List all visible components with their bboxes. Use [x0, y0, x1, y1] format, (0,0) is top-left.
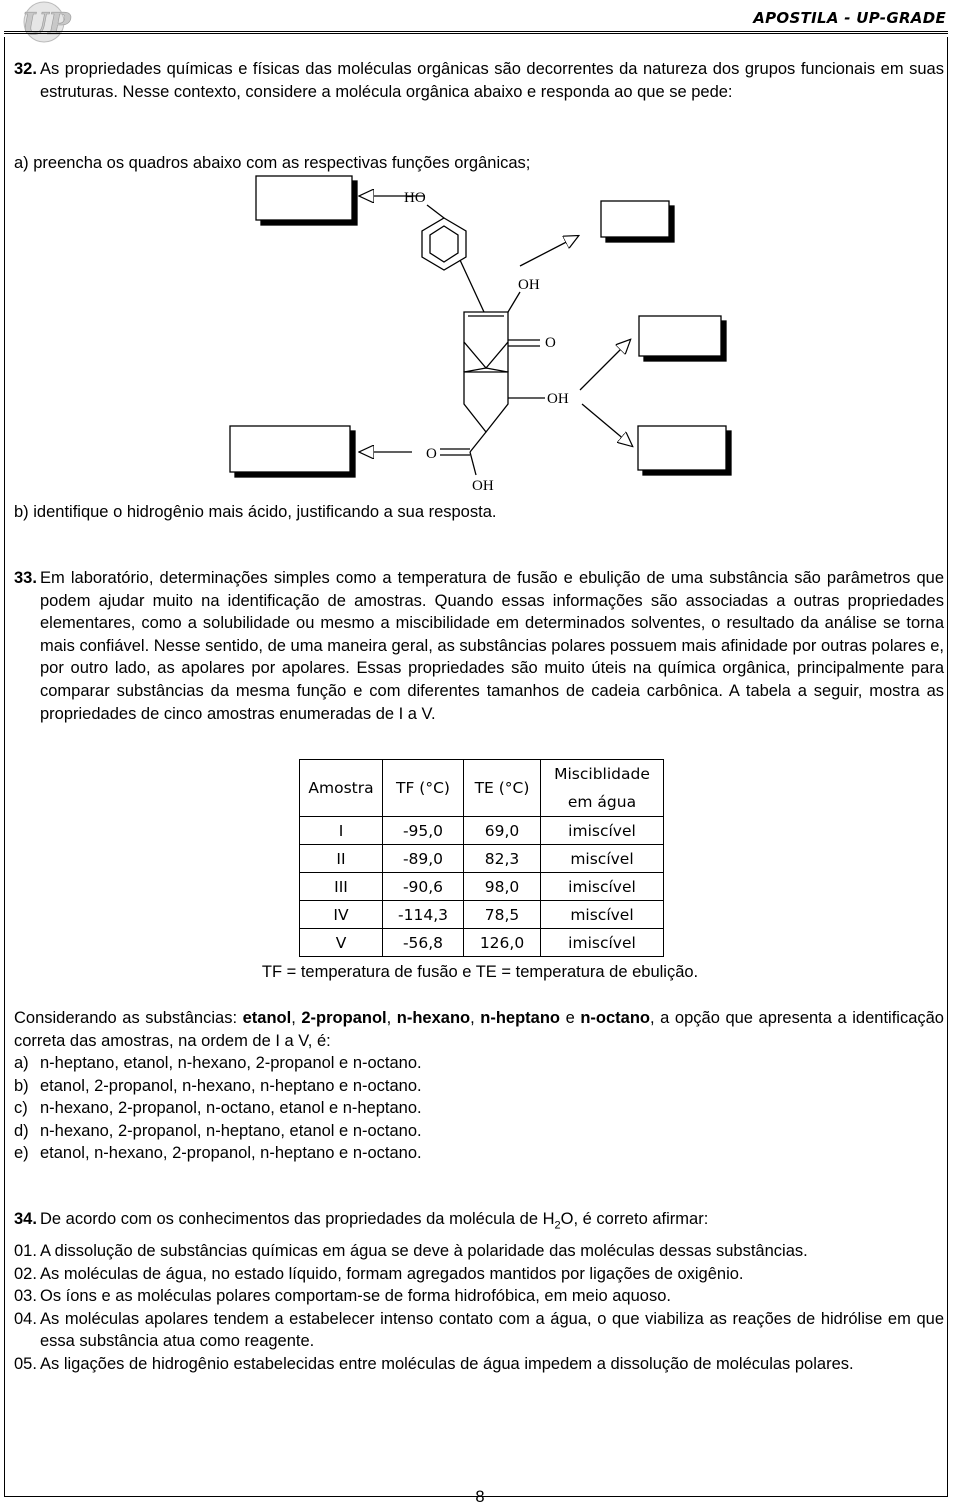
table-cell: 69,0: [464, 817, 541, 845]
label-o-1: O: [545, 335, 556, 351]
table-cell: II: [300, 845, 383, 873]
question-32-part-b: b) identifique o hidrogênio mais ácido, justificando a sua resposta.: [14, 503, 497, 521]
table-row: [300, 817, 664, 845]
question-number: 33.: [14, 569, 37, 587]
substance: n-hexano: [396, 1009, 471, 1027]
question-text-part: O, é correto afirmar:: [560, 1210, 709, 1228]
label-oh-3: OH: [472, 478, 494, 494]
statement-label: 01.: [14, 1242, 37, 1260]
substance: etanol: [242, 1009, 292, 1027]
table-cell: -114,3: [383, 901, 464, 929]
substance: 2-propanol: [301, 1009, 387, 1027]
option[interactable]: [14, 1142, 944, 1165]
label-oh-2: OH: [547, 391, 569, 407]
option-label: c): [14, 1099, 28, 1118]
option-text: n-heptano, etanol, n-hexano, 2-propanol e n-octano.: [40, 1054, 422, 1072]
option[interactable]: [14, 1052, 944, 1075]
answer-box-2[interactable]: [601, 201, 674, 242]
statement[interactable]: [14, 1285, 944, 1308]
statement-text: Os íons e as moléculas polares comportam-se de forma hidrofóbica, em meio aquoso.: [40, 1287, 671, 1306]
statement-label: 03.: [14, 1287, 37, 1306]
table-header: Amostra: [300, 760, 383, 817]
statement[interactable]: [14, 1263, 944, 1286]
option-text: n-hexano, 2-propanol, n-heptano, etanol e n-octano.: [40, 1121, 422, 1140]
table-cell: 82,3: [464, 845, 541, 873]
subscript: 2: [554, 1219, 561, 1232]
arrow-to-box-2: [520, 236, 578, 266]
option-label: a): [14, 1054, 29, 1072]
table-cell: imiscível: [541, 817, 664, 845]
table-header: TF (°C): [383, 760, 464, 817]
label-o-2: O: [426, 446, 437, 462]
table-caption: TF = temperatura de fusão e TE = temperatura de ebulição.: [261, 963, 699, 981]
answer-box-4[interactable]: [230, 426, 355, 477]
table-cell: I: [300, 817, 383, 845]
statement-text: As moléculas apolares tendem a estabelecer intenso contato com a água, o que viabiliza as reações de hidrólise em que essa substância atua como reagente.: [40, 1309, 944, 1351]
header-rule: [4, 31, 948, 34]
question-34-items: [14, 1240, 944, 1376]
statement-text: As ligações de hidrogênio estabelecidas entre moléculas de água impedem a dissolução de moléculas polares.: [40, 1354, 854, 1373]
table-cell: IV: [300, 901, 383, 929]
cyclohexane-ring: [464, 368, 508, 432]
option[interactable]: [14, 1097, 944, 1120]
table-cell: miscível: [541, 901, 664, 929]
table-cell: 126,0: [464, 929, 541, 957]
answer-box-1[interactable]: [256, 176, 357, 225]
table-row: [300, 873, 664, 901]
statement-label: 02.: [14, 1264, 37, 1283]
question-number: 34.: [14, 1210, 37, 1228]
statement[interactable]: [14, 1240, 944, 1263]
table-cell: -56,8: [383, 929, 464, 957]
substance: n-octano: [580, 1009, 651, 1027]
cyclohexene-ring: [464, 312, 508, 368]
option[interactable]: [14, 1120, 944, 1143]
table-cell: 78,5: [464, 901, 541, 929]
table-row: [300, 845, 664, 873]
question-33-stem: Considerando as substâncias: etanol, 2-propanol, n-hexano, n-heptano e n-octano, a opção que apresenta a identificação correta das amostras, na ordem de I a V, é:: [14, 1009, 944, 1050]
molecule-diagram: [0, 170, 960, 500]
table-cell: -89,0: [383, 845, 464, 873]
arrow-to-box-3: [580, 340, 630, 390]
page-number: 8: [475, 1488, 485, 1506]
question-34: [14, 1208, 944, 1237]
table-cell: 98,0: [464, 873, 541, 901]
label-oh-1: OH: [518, 277, 540, 293]
substance: n-heptano: [480, 1009, 561, 1027]
question-32-part-a: a) preencha os quadros abaixo com as respectivas funções orgânicas;: [14, 154, 531, 172]
answer-box-3[interactable]: [639, 316, 726, 361]
table-row: [300, 901, 664, 929]
option-label: e): [14, 1144, 29, 1163]
question-text: [40, 1208, 944, 1237]
question-number: 32.: [14, 60, 37, 78]
table-cell: V: [300, 929, 383, 957]
question-33: [14, 567, 944, 725]
samples-table: [299, 759, 664, 957]
table-cell: III: [300, 873, 383, 901]
stem-prefix: Considerando as substâncias:: [14, 1009, 238, 1027]
statement-text: A dissolução de substâncias químicas em água se deve à polaridade das moléculas dessas substâncias.: [40, 1242, 808, 1260]
table-cell: miscível: [541, 845, 664, 873]
arrow-to-box-5: [582, 404, 632, 446]
table-cell: -90,6: [383, 873, 464, 901]
statement-label: 04.: [14, 1309, 37, 1328]
statement-label: 05.: [14, 1354, 37, 1373]
logo-text: UP: [22, 7, 71, 42]
option-text: etanol, n-hexano, 2-propanol, n-heptano e n-octano.: [40, 1144, 422, 1163]
question-33-options: [14, 1052, 944, 1165]
question-text-part: De acordo com os conhecimentos das propriedades da molécula de H: [40, 1210, 555, 1228]
option[interactable]: [14, 1075, 944, 1098]
question-text: As propriedades químicas e físicas das moléculas orgânicas são decorrentes da natureza dos grupos funcionais em suas estruturas. Nesse contexto, considere a molécula orgânica abaixo e responda ao que se pede:: [40, 60, 944, 101]
question-text: Em laboratório, determinações simples como a temperatura de fusão e ebulição de uma substância são parâmetros que podem ajudar muito na identificação de amostras. Quando essas informações são associadas a outras propriedades elementares, como a solubilidade ou mesmo a miscibilidade em determinados solventes, o resultado da análise se torna mais confiável. Nesse sentido, de uma maneira geral, as substâncias polares possuem mais afinidade por outras polares e, por outro lado, as apolares por apolares. Essas propriedades são muito úteis na química orgânica, principalmente para comparar substâncias da mesma função e com diferentes tamanhos de cadeia carbônica. A tabela a seguir, mostra as propriedades de cinco amostras enumeradas de I a V.: [40, 569, 944, 723]
statement[interactable]: [14, 1308, 944, 1353]
table-header-row: [300, 760, 664, 817]
table-cell: -95,0: [383, 817, 464, 845]
option-label: b): [14, 1076, 29, 1095]
table-row: [300, 929, 664, 957]
stem-suffix: , a opção que apresenta a identificação correta das amostras, na ordem de I a V, é:: [14, 1009, 944, 1050]
table-header: TE (°C): [464, 760, 541, 817]
table-header: Misciblidade em água: [541, 760, 664, 817]
table-cell: imiscível: [541, 929, 664, 957]
header-title: APOSTILA - UP-GRADE: [753, 9, 946, 27]
answer-box-5[interactable]: [638, 426, 731, 475]
option-text: etanol, 2-propanol, n-hexano, n-heptano e n-octano.: [40, 1076, 422, 1095]
statement-text: As moléculas de água, no estado líquido, formam agregados mantidos por ligações de oxigênio.: [40, 1264, 744, 1283]
statement[interactable]: [14, 1353, 944, 1376]
label-ho: HO: [404, 190, 426, 206]
option-text: n-hexano, 2-propanol, n-octano, etanol e n-heptano.: [40, 1099, 422, 1118]
option-label: d): [14, 1121, 29, 1140]
table-cell: imiscível: [541, 873, 664, 901]
question-32: [14, 58, 944, 103]
